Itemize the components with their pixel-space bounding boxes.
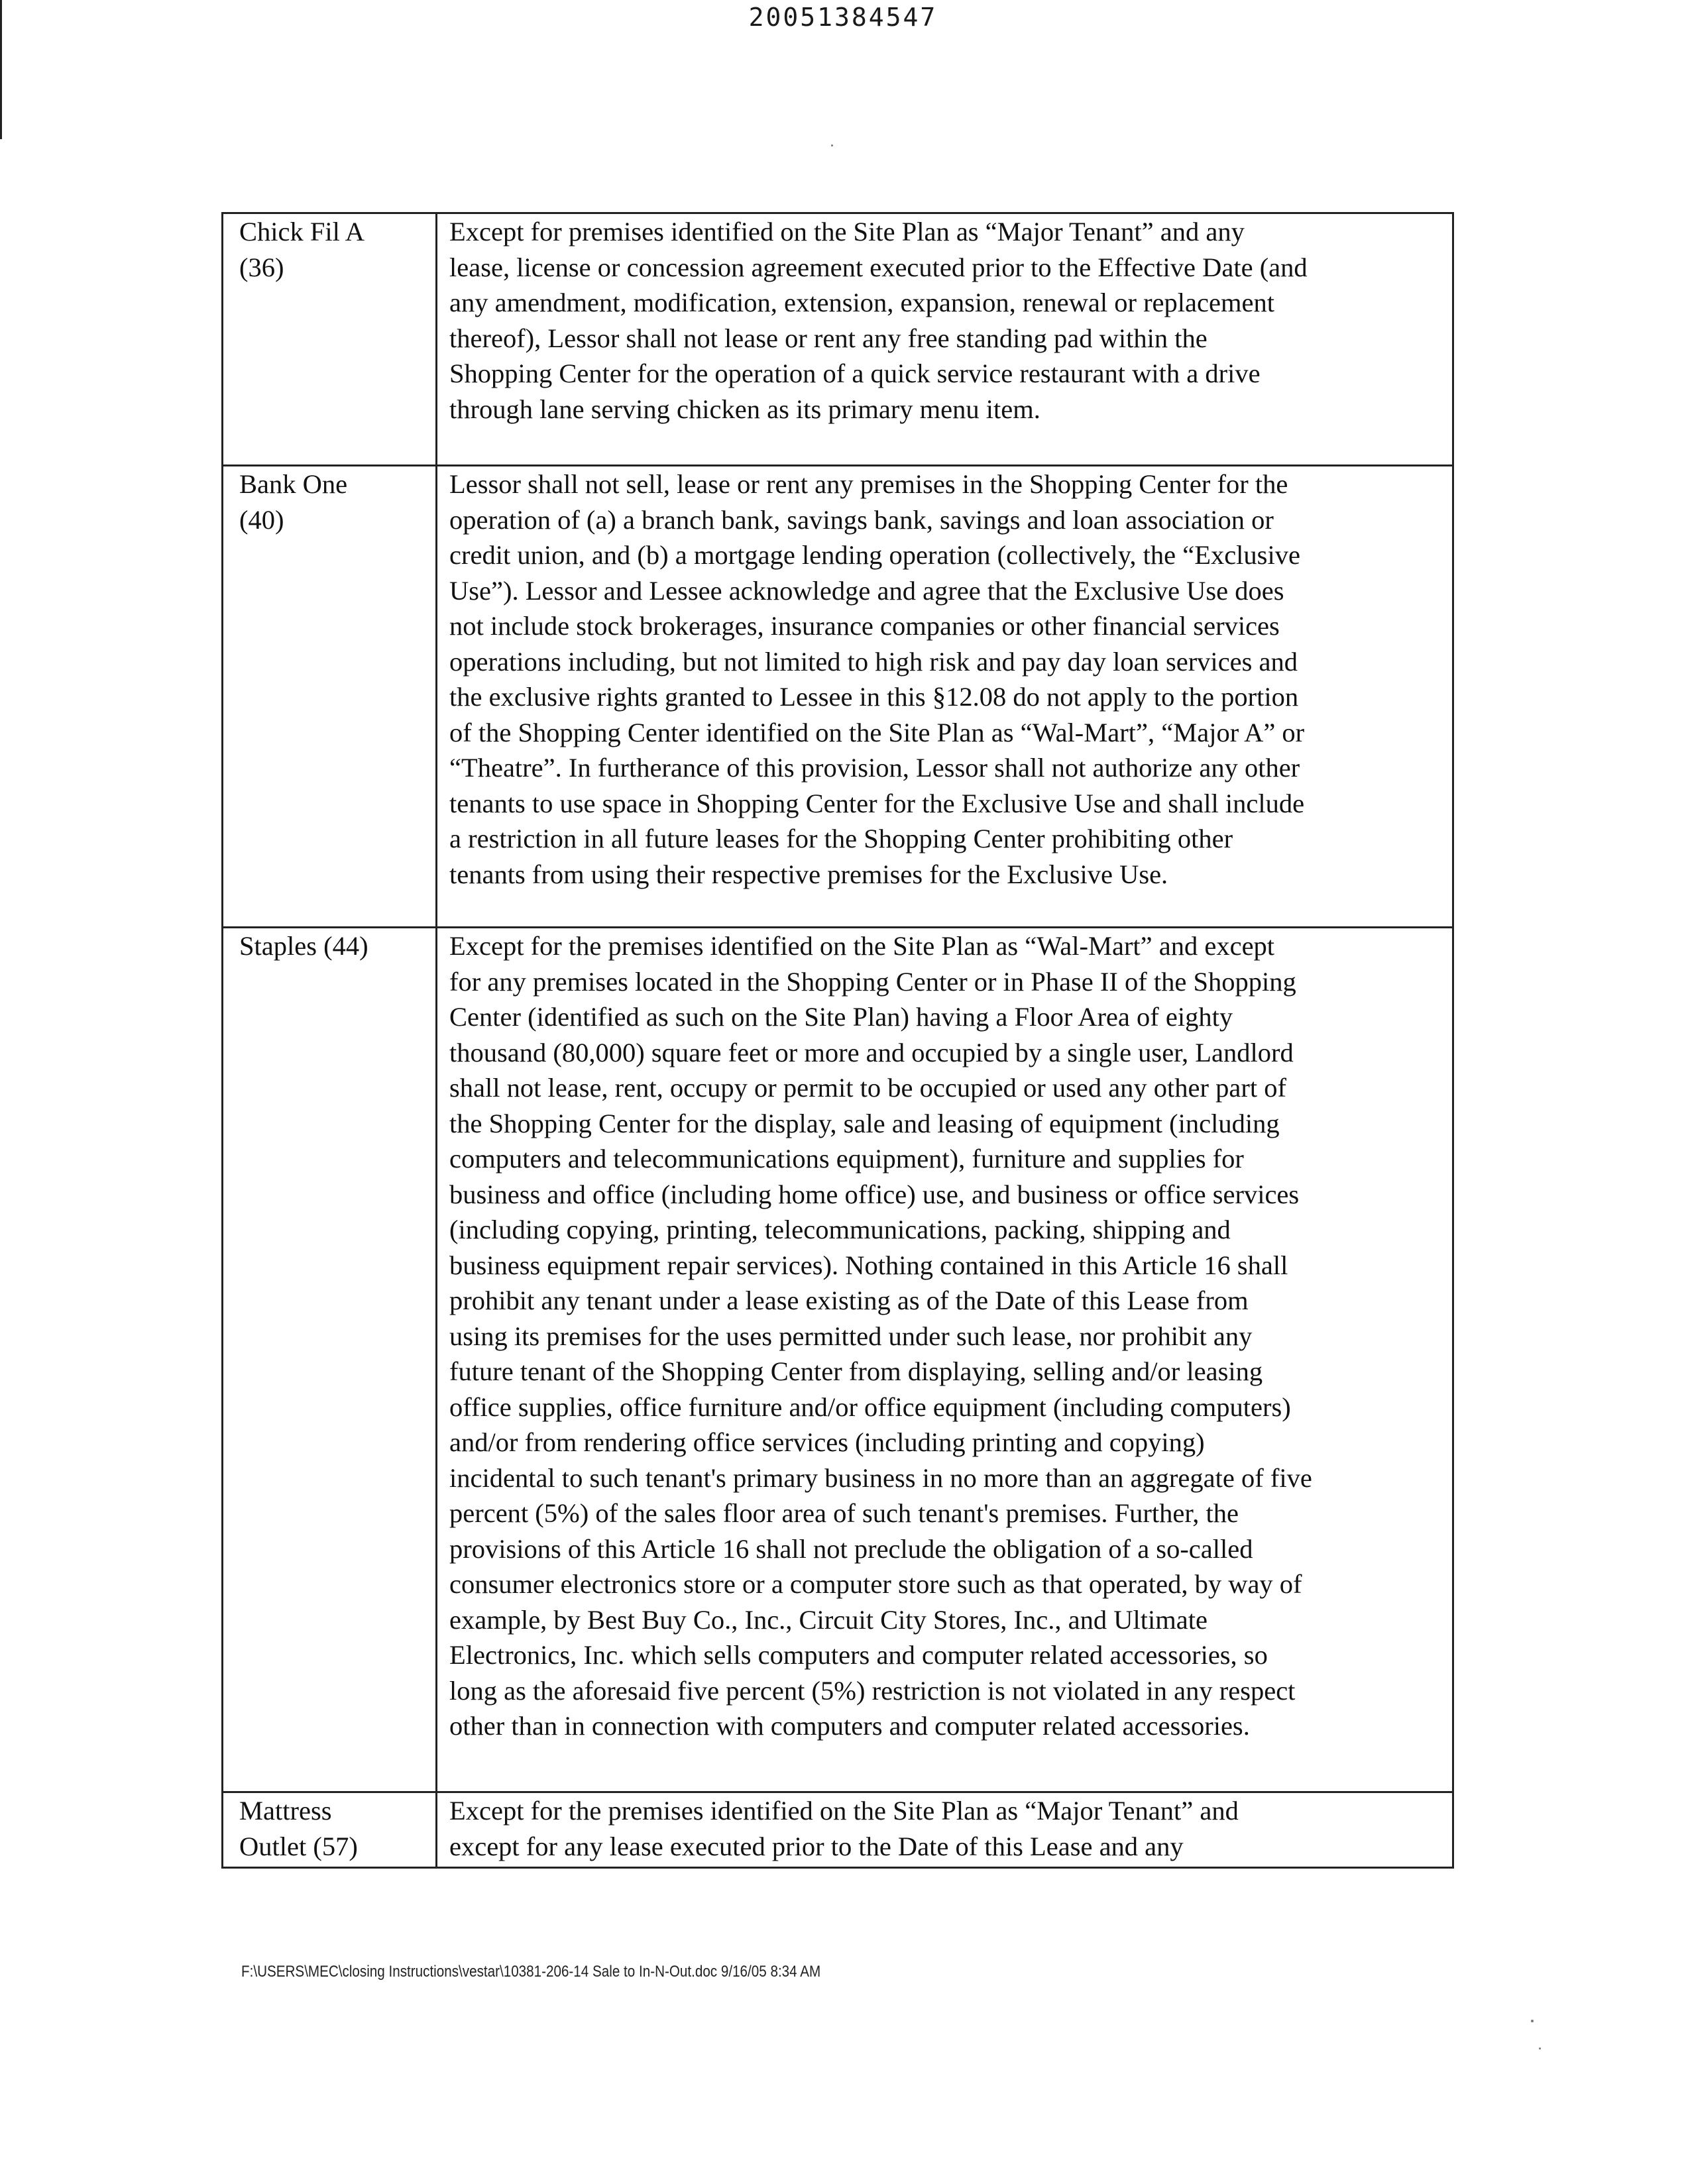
document-number: 20051384547 — [748, 3, 938, 32]
text-line: through lane serving chicken as its primary menu item. — [449, 394, 1040, 424]
text-line: percent (5%) of the sales floor area of such tenant's premises. Further, the — [449, 1498, 1239, 1528]
text-line: thereof), Lessor shall not lease or rent any free standing pad within the — [449, 323, 1208, 353]
tenant-name: Bank One (40) — [239, 469, 348, 535]
table-row — [223, 213, 1453, 466]
tenant-cell — [223, 928, 437, 1792]
text-line: Except for the premises identified on the Site Plan as “Major Tenant” and — [449, 1796, 1239, 1826]
text-line: not include stock brokerages, insurance companies or other financial services — [449, 611, 1280, 641]
text-line: credit union, and (b) a mortgage lending operation (collectively, the “Exclusive — [449, 540, 1300, 570]
text-line: incidental to such tenant's primary business in no more than an aggregate of five — [449, 1462, 1312, 1493]
text-line: Except for premises identified on the Site Plan as “Major Tenant” and any — [449, 217, 1245, 246]
table-row — [223, 928, 1453, 1792]
tenant-cell — [223, 1792, 437, 1868]
text-line: the exclusive rights granted to Lessee in this §12.08 do not apply to the portion — [449, 682, 1299, 712]
text-line: consumer electronics store or a computer store such as that operated, by way of — [449, 1569, 1302, 1599]
exclusive-use-table — [221, 212, 1454, 1869]
text-line: shall not lease, rent, occupy or permit to be occupied or used any other part of — [449, 1073, 1286, 1103]
text-line: Center (identified as such on the Site Plan) having a Floor Area of eighty — [449, 1002, 1233, 1032]
restriction-text — [437, 1792, 1453, 1868]
text-line: a restriction in all future leases for the Shopping Center prohibiting other — [449, 824, 1233, 853]
table-row — [223, 1792, 1453, 1868]
text-line: example, by Best Buy Co., Inc., Circuit City Stores, Inc., and Ultimate — [449, 1604, 1208, 1635]
text-line: prohibit any tenant under a lease existing as of the Date of this Lease from — [449, 1285, 1249, 1315]
text-line: Lessor shall not sell, lease or rent any premises in the Shopping Center for the — [449, 469, 1288, 499]
text-line: except for any lease executed prior to the Date of this Lease and any — [449, 1831, 1184, 1861]
restriction-text — [437, 466, 1453, 928]
text-line: computers and telecommunications equipment), furniture and supplies for — [449, 1144, 1244, 1174]
text-line: “Theatre”. In furtherance of this provision, Lessor shall not authorize any other — [449, 753, 1300, 783]
text-line: for any premises located in the Shopping Center or in Phase II of the Shopping — [449, 966, 1296, 997]
text-line: thousand (80,000) square feet or more and occupied by a single user, Landlord — [449, 1037, 1294, 1067]
text-line: Shopping Center for the operation of a quick service restaurant with a drive — [449, 358, 1261, 388]
file-path-footer: F:\USERS\MEC\closing Instructions\vestar\10381-206-14 Sale to In-N-Out.doc 9/16/05 8:34 AM — [241, 1963, 821, 1981]
tenant-name: Mattress Outlet (57) — [239, 1796, 358, 1861]
text-line: using its premises for the uses permitted under such lease, nor prohibit any — [449, 1321, 1253, 1351]
text-line: provisions of this Article 16 shall not preclude the obligation of a so-called — [449, 1533, 1253, 1564]
tenant-name: Staples (44) — [239, 931, 368, 961]
text-line: the Shopping Center for the display, sale and leasing of equipment (including — [449, 1108, 1280, 1138]
text-line: Use”). Lessor and Lessee acknowledge and agree that the Exclusive Use does — [449, 575, 1284, 606]
text-line: business equipment repair services). Nothing contained in this Article 16 shall — [449, 1250, 1288, 1280]
text-line: tenants from using their respective premises for the Exclusive Use. — [449, 859, 1168, 889]
text-line: of the Shopping Center identified on the Site Plan as “Wal-Mart”, “Major A” or — [449, 717, 1305, 747]
text-line: other than in connection with computers and computer related accessories. — [449, 1711, 1250, 1741]
text-line: office supplies, office furniture and/or office equipment (including computers) — [449, 1392, 1291, 1422]
scan-speck — [1531, 2020, 1534, 2022]
text-line: any amendment, modification, extension, expansion, renewal or replacement — [449, 288, 1274, 317]
table-row — [223, 466, 1453, 928]
tenant-cell — [223, 213, 437, 466]
tenant-cell — [223, 466, 437, 928]
text-line: operation of (a) a branch bank, savings bank, savings and loan association or — [449, 504, 1274, 535]
tenant-name: Chick Fil A (36) — [239, 217, 365, 282]
scan-speck — [1539, 2048, 1541, 2049]
text-line: business and office (including home office) use, and business or office services — [449, 1179, 1300, 1209]
restriction-text — [437, 928, 1453, 1792]
text-line: Electronics, Inc. which sells computers and computer related accessories, so — [449, 1640, 1268, 1670]
restriction-text — [437, 213, 1453, 466]
text-line: future tenant of the Shopping Center from displaying, selling and/or leasing — [449, 1356, 1263, 1386]
text-line: Except for the premises identified on the Site Plan as “Wal-Mart” and except — [449, 931, 1275, 961]
text-line: and/or from rendering office services (including printing and copying) — [449, 1427, 1205, 1457]
text-line: lease, license or concession agreement executed prior to the Effective Date (and — [449, 252, 1308, 282]
text-line: long as the aforesaid five percent (5%) restriction is not violated in any respect — [449, 1675, 1296, 1706]
text-line: (including copying, printing, telecommunications, packing, shipping and — [449, 1215, 1231, 1244]
scan-speck — [831, 144, 833, 146]
text-line: operations including, but not limited to high risk and pay day loan services and — [449, 646, 1298, 677]
text-line: tenants to use space in Shopping Center for the Exclusive Use and shall include — [449, 788, 1305, 818]
